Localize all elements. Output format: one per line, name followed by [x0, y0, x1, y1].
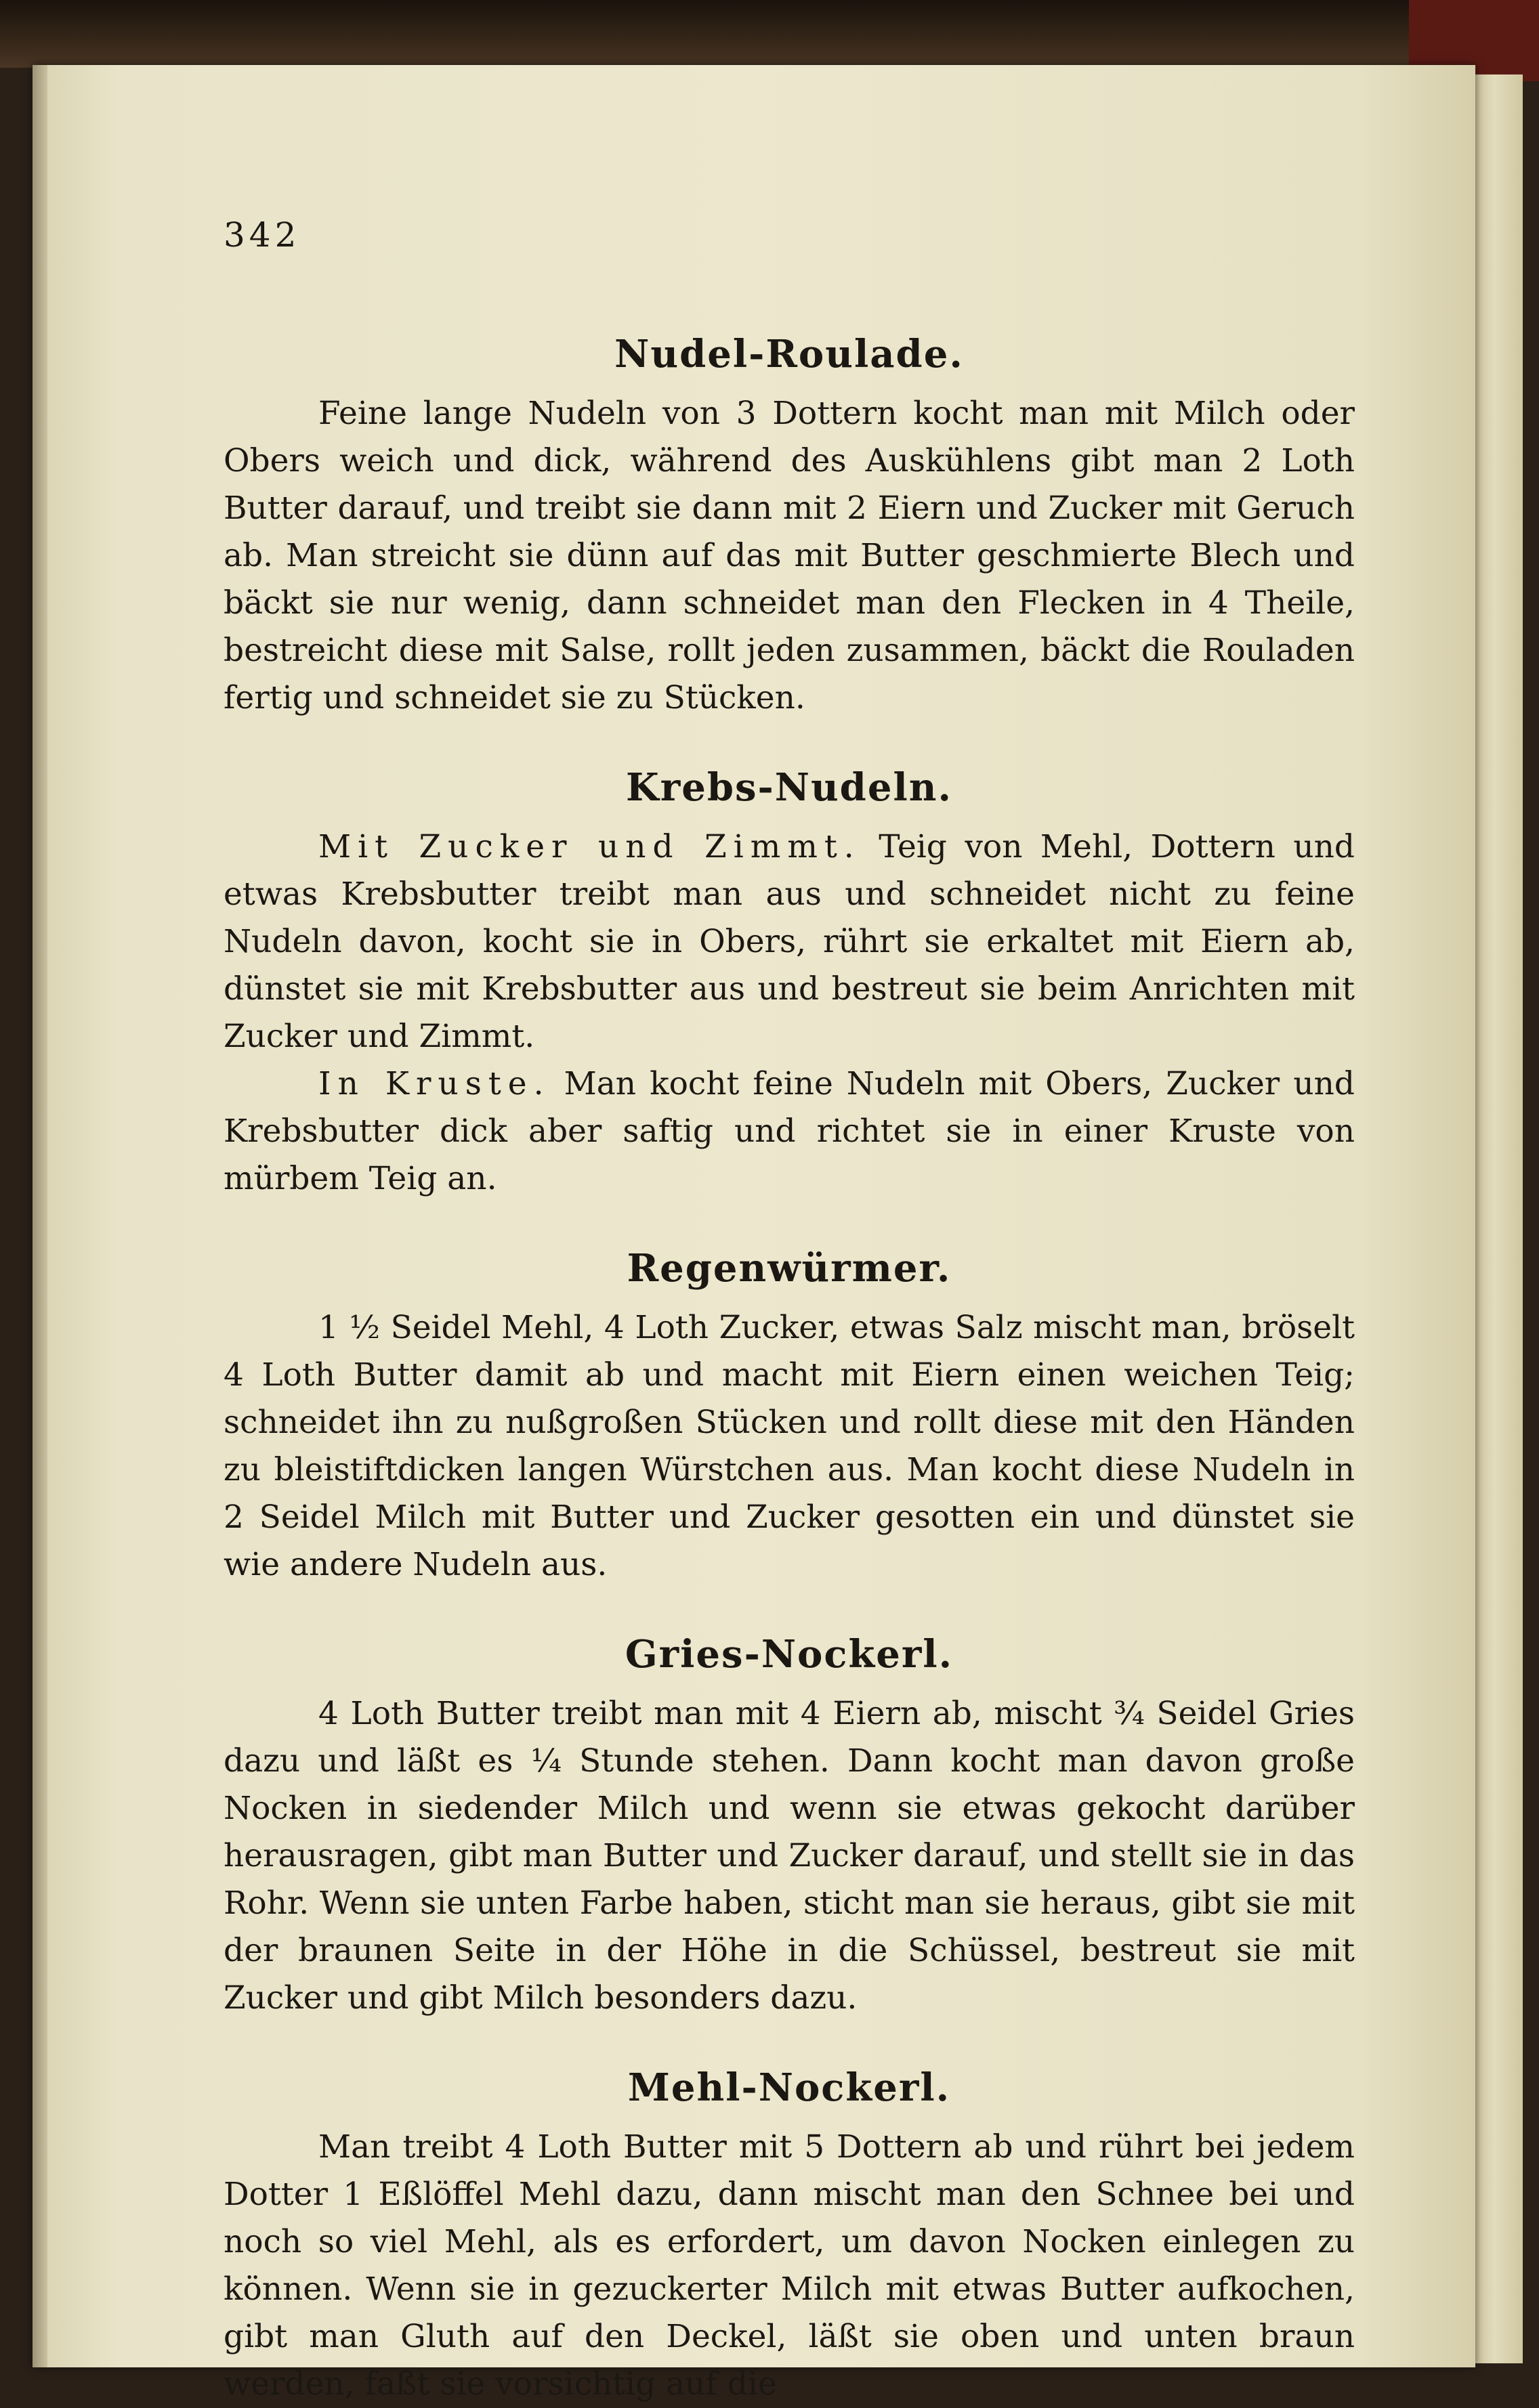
recipe-paragraph: 4 Loth Butter treibt man mit 4 Eiern ab, mischt ¾ Seidel Gries dazu und läßt es ¼ Stunde stehen. Dann kocht man davon große Nocken in siedender Milch und wenn sie etwas gekocht darüber herausragen, gibt man Butter und Zucker darauf, und stellt sie in das Rohr. Wenn sie unten Farbe haben, sticht man sie heraus, gibt sie mit der braunen Seite in der Höhe in die Schüssel, bestreut sie mit Zucker und gibt Milch besonders dazu.	[224, 1695, 1355, 2017]
spacer	[224, 1203, 1355, 1246]
section-mehl-nockerl	[224, 2065, 1355, 2408]
page-content	[224, 203, 1355, 2408]
section-title: Gries-Nockerl.	[625, 1632, 954, 1677]
variant-text: Teig von Mehl, Dottern und etwas Krebsbutter treibt man aus und schneidet nicht zu feine Nudeln davon, kocht sie in Obers, rührt sie erkaltet mit Eiern ab, dünstet sie mit Krebsbutter aus und bestreut sie beim Anrichten mit Zucker und Zimmt.	[224, 828, 1355, 1055]
scan-background-top	[0, 0, 1539, 68]
section-krebs-nudeln	[224, 765, 1355, 1203]
page-gutter	[33, 65, 47, 2367]
variant-text: Man kocht feine Nudeln mit Obers, Zucker und Krebsbutter dick aber saftig und richtet sie in einer Kruste von mürbem Teig an.	[224, 1065, 1355, 1197]
recipe-paragraph: Man treibt 4 Loth Butter mit 5 Dottern ab und rührt bei jedem Dotter 1 Eßlöffel Mehl dazu, dann mischt man den Schnee bei und noch so viel Mehl, als es erfordert, um davon Nocken einlegen zu können. Wenn sie in gezuckerter Milch mit etwas Butter aufkochen, gibt man Gluth auf den Deckel, läßt sie oben und unten braun werden, faßt sie vorsichtig auf die	[224, 2128, 1355, 2403]
recipe-paragraph	[224, 823, 1355, 1060]
section-title: Regenwürmer.	[627, 1246, 952, 1291]
section-title: Mehl-Nockerl.	[627, 2065, 951, 2110]
recipe-paragraph: 1 ½ Seidel Mehl, 4 Loth Zucker, etwas Salz mischt man, bröselt 4 Loth Butter damit ab und macht mit Eiern einen weichen Teig; schneidet ihn zu nußgroßen Stücken und rollt diese mit den Händen zu bleistiftdicken langen Würstchen aus. Man kocht diese Nudeln in 2 Seidel Milch mit Butter und Zucker gesotten ein und dünstet sie wie andere Nudeln aus.	[224, 1309, 1355, 1583]
page-number: 342	[224, 215, 301, 255]
spacer	[224, 2022, 1355, 2065]
section-title: Nudel-Roulade.	[614, 332, 964, 377]
variant-lead: Mit Zucker und Zimmt.	[318, 828, 861, 865]
spacer	[224, 722, 1355, 765]
section-title: Krebs-Nudeln.	[626, 765, 952, 810]
recipe-paragraph: Feine lange Nudeln von 3 Dottern kocht man mit Milch oder Obers weich und dick, während des Auskühlens gibt man 2 Loth Butter darauf, und treibt sie dann mit 2 Eiern und Zucker mit Geruch ab. Man streicht sie dünn auf das mit Butter geschmierte Blech und bäckt sie nur wenig, dann schneidet man den Flecken in 4 Theile, bestreicht diese mit Salse, rollt jeden zusammen, bäckt die Rouladen fertig und schneidet sie zu Stücken.	[224, 395, 1355, 716]
recipe-paragraph	[224, 1060, 1355, 1203]
section-gries-nockerl	[224, 1632, 1355, 2022]
section-regenwuermer	[224, 1246, 1355, 1589]
section-nudel-roulade	[224, 332, 1355, 722]
variant-lead: In Kruste.	[318, 1065, 551, 1102]
page-edge	[1475, 74, 1523, 2363]
spacer	[224, 1589, 1355, 1632]
